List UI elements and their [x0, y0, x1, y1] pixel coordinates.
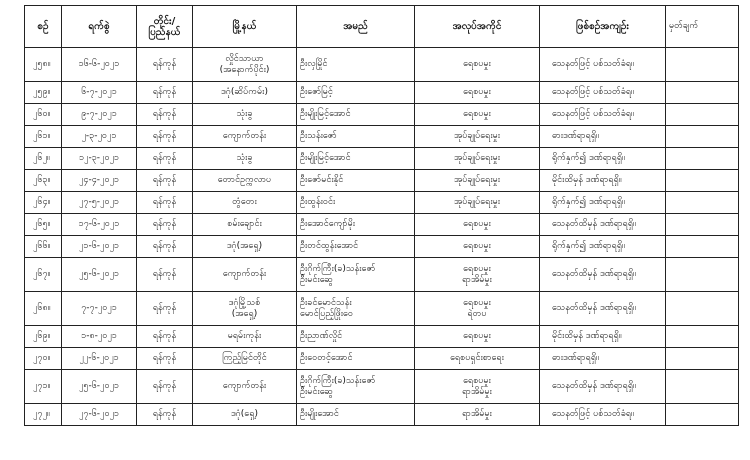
cell-region: ရန်ကုန်: [137, 104, 193, 126]
cell-region: ရန်ကုန်: [137, 292, 193, 326]
cell-name-line: ဦးညာဏ်လှိုင်: [300, 331, 343, 341]
cell-township-line: တွံတေး: [232, 197, 257, 207]
cell-no: ၂၆၃။: [25, 170, 62, 192]
cell-name: [297, 214, 415, 236]
cell-township: [193, 126, 297, 148]
cell-township-line: စမ်းချောင်း: [227, 219, 262, 229]
cell-name-line: ဦးအောင်ကျော်မိုး: [300, 219, 356, 229]
table-row: [25, 170, 739, 192]
cell-date: ၂-၃-၂၀၂၁: [62, 126, 137, 148]
cell-no: ၂၆၇။: [25, 258, 62, 292]
cell-occupation: [415, 214, 540, 236]
table-row: [25, 258, 739, 292]
col-header-no: စဥ်: [25, 6, 62, 48]
cell-cause: သေနတ်ဖြင့် ပစ်သတ်ခံရ။: [540, 404, 666, 426]
incident-table: [24, 5, 739, 426]
table-row: [25, 104, 739, 126]
cell-township: [193, 170, 297, 192]
cell-cause: ဓားဒဏ်ရာရရှိ။: [540, 126, 666, 148]
col-header-occupation: အလုပ်အကိုင်: [415, 6, 540, 48]
cell-occupation-line: ရေစပမှုး: [463, 241, 491, 251]
cell-occupation: [415, 192, 540, 214]
cell-township: [193, 348, 297, 370]
cell-date: ၂၇-၅-၂၀၂၁: [62, 192, 137, 214]
cell-township-line: ဒဂုံ(ရှေ့): [230, 409, 259, 419]
cell-region: ရန်ကုန်: [137, 48, 193, 82]
cell-remark: [666, 170, 739, 192]
cell-name-line: မောင်ပြည့်ဖြိုးဝေ: [300, 308, 353, 319]
table-body: [25, 48, 739, 426]
cell-cause: ဓားဒဏ်ရာရရှိ။: [540, 348, 666, 370]
cell-name: [297, 326, 415, 348]
cell-date: ၂၁-၆-၂၀၂၁: [62, 236, 137, 258]
cell-remark: [666, 404, 739, 426]
col-header-date: ရက်စွဲ: [62, 6, 137, 48]
cell-cause: ရိုက်နှက်၍ ဒဏ်ရာရရှိ။: [540, 236, 666, 258]
cell-township: [193, 82, 297, 104]
cell-remark: [666, 192, 739, 214]
cell-no: ၂၆၆။: [25, 236, 62, 258]
cell-no: ၂၇၂။: [25, 404, 62, 426]
cell-date: ၉-၇-၂၀၂၁: [62, 104, 137, 126]
cell-date: ၁၇-၆-၂၀၂၁: [62, 214, 137, 236]
cell-occupation: [415, 404, 540, 426]
cell-township-line: (အနောက်ပိုင်း): [219, 64, 270, 75]
cell-township: [193, 148, 297, 170]
cell-occupation: [415, 370, 540, 404]
cell-remark: [666, 82, 739, 104]
cell-no: ၂၆၀။: [25, 104, 62, 126]
cell-cause: သေနတ်ဖြင့် ပစ်သတ်ခံရ။: [540, 104, 666, 126]
cell-occupation-line: ရာအိမ်မှုး: [462, 409, 492, 419]
cell-name-line: ဦးထွန်းဝင်း: [300, 197, 336, 207]
cell-occupation-line: အုပ်ချုပ်ရေးမှုး: [453, 175, 501, 185]
cell-region: ရန်ကုန်: [137, 404, 193, 426]
incident-table-page: [24, 5, 738, 426]
table-row: [25, 126, 739, 148]
cell-name: [297, 192, 415, 214]
cell-township-line: လှိုင်သာယာ: [225, 53, 264, 64]
cell-name-line: ဦးလှမြိုင်: [300, 59, 328, 69]
cell-date: ၆-၇-၂၀၂၁: [62, 82, 137, 104]
cell-no: ၂၅၈။: [25, 48, 62, 82]
cell-remark: [666, 370, 739, 404]
table-row: [25, 404, 739, 426]
cell-name: [297, 82, 415, 104]
cell-township: [193, 192, 297, 214]
cell-occupation: [415, 170, 540, 192]
cell-name-line: ဦးဇော်မြင့်: [300, 87, 333, 97]
cell-cause: သေနတ်ဖြင့် ပစ်သတ်ခံရ။: [540, 82, 666, 104]
cell-region: ရန်ကုန်: [137, 326, 193, 348]
cell-township-line: ကြည့်မြင်တိုင်: [222, 353, 267, 363]
cell-township-line: ကျောက်တန်း: [222, 381, 267, 391]
cell-cause: သေနတ်ထိမှန် ဒဏ်ရာရရှိ။: [540, 292, 666, 326]
cell-occupation: [415, 126, 540, 148]
cell-no: ၂၆၂။: [25, 148, 62, 170]
cell-date: ၁-၈-၂၀၂၁: [62, 326, 137, 348]
cell-remark: [666, 258, 739, 292]
cell-township-line: ဒဂုံမြို့သစ်: [228, 297, 261, 308]
cell-occupation-line: အုပ်ချုပ်ရေးမှုး: [453, 197, 501, 207]
cell-name: [297, 104, 415, 126]
cell-cause: သေနတ်ထိမှန် ဒဏ်ရာရရှိ။: [540, 258, 666, 292]
cell-name: [297, 292, 415, 326]
cell-township: [193, 104, 297, 126]
cell-date: ၂၅-၆-၂၀၂၁: [62, 258, 137, 292]
cell-date: ၁၂-၃-၂၀၂၁: [62, 148, 137, 170]
cell-occupation: [415, 82, 540, 104]
cell-township-line: တောင်ဥက္ကလာပ: [217, 175, 272, 185]
cell-occupation-line: ရဲတပ: [467, 308, 487, 319]
cell-township: [193, 292, 297, 326]
cell-remark: [666, 326, 739, 348]
cell-cause: ရိုက်နှက်၍ ဒဏ်ရာရရှိ။: [540, 192, 666, 214]
table-row: [25, 82, 739, 104]
cell-township-line: မရမ်းကုန်း: [227, 331, 262, 341]
cell-region: ရန်ကုန်: [137, 192, 193, 214]
cell-name-line: ဦးမျိုးအောင်: [300, 409, 339, 419]
cell-name-line: ဦးဂိုက်ကြီး(ခ)သန်းဇော်: [300, 375, 376, 386]
cell-name: [297, 170, 415, 192]
cell-township: [193, 48, 297, 82]
cell-cause: မိုင်းထိမှန် ဒဏ်ရာရရှိ။: [540, 326, 666, 348]
cell-region: ရန်ကုန်: [137, 170, 193, 192]
cell-remark: [666, 126, 739, 148]
cell-township: [193, 214, 297, 236]
cell-township: [193, 326, 297, 348]
col-header-cause: ဖြစ်စဉ်အကျဉ်း: [540, 6, 666, 48]
col-header-remark: မှတ်ချက်: [666, 6, 739, 48]
cell-date: ၂၅-၆-၂၀၂၁: [62, 370, 137, 404]
cell-occupation: [415, 348, 540, 370]
cell-date: ၂၂-၆-၂၀၂၁: [62, 348, 137, 370]
cell-name-line: ဦးမျိုးမြင့်အောင်: [300, 153, 351, 163]
header-row: [25, 6, 739, 48]
cell-cause: သေနတ်ထိမှန် ဒဏ်ရာရရှိ။: [540, 370, 666, 404]
table-row: [25, 348, 739, 370]
cell-occupation-line: ရာအိမ်မှုး: [462, 274, 492, 285]
cell-no: ၂၆၁။: [25, 126, 62, 148]
cell-no: ၂၇၀။: [25, 348, 62, 370]
cell-occupation-line: ရေစပမှုး: [463, 109, 491, 119]
cell-occupation-line: အုပ်ချုပ်ရေးမှုး: [453, 131, 501, 141]
cell-name: [297, 126, 415, 148]
cell-name-line: ဦးသန်းဇော်: [300, 131, 337, 141]
cell-name-line: ဦးတင်ထွန်းအောင်: [300, 241, 359, 251]
table-row: [25, 292, 739, 326]
cell-occupation: [415, 148, 540, 170]
cell-name-line: ဦးမင်းဆွေ: [300, 274, 333, 285]
cell-name: [297, 370, 415, 404]
cell-township-line: ဒဂုံ(ဆိပ်ကမ်း): [221, 87, 268, 97]
cell-occupation-line: ရေစပမှုး: [463, 297, 491, 308]
cell-name-line: ဦးဂိုက်ကြီး(ခ)သန်းဇော်: [300, 263, 376, 274]
table-row: [25, 148, 739, 170]
cell-no: ၂၆၈။: [25, 292, 62, 326]
cell-date: ၁၆-၆-၂၀၂၁: [62, 48, 137, 82]
cell-occupation: [415, 258, 540, 292]
cell-township: [193, 370, 297, 404]
cell-township: [193, 258, 297, 292]
cell-township: [193, 236, 297, 258]
cell-cause: သေနတ်ထိမှန် ဒဏ်ရာရရှိ။: [540, 214, 666, 236]
cell-remark: [666, 292, 739, 326]
cell-region: ရန်ကုန်: [137, 348, 193, 370]
cell-cause: မိုင်းထိမှန် ဒဏ်ရာရရှိ။: [540, 170, 666, 192]
table-row: [25, 214, 739, 236]
cell-occupation: [415, 326, 540, 348]
cell-no: ၂၆၄။: [25, 192, 62, 214]
cell-name: [297, 258, 415, 292]
cell-region: ရန်ကုန်: [137, 82, 193, 104]
cell-occupation-line: ရေစပမှုး: [463, 59, 491, 69]
cell-occupation-line: ရေစပမှုး: [463, 87, 491, 97]
cell-occupation: [415, 48, 540, 82]
cell-cause: ရိုက်နှက်၍ ဒဏ်ရာရရှိ။: [540, 148, 666, 170]
cell-date: ၂၇-၆-၂၀၂၁: [62, 404, 137, 426]
cell-region: ရန်ကုန်: [137, 236, 193, 258]
cell-name-line: ဦးမျိုးမြင့်အောင်: [300, 109, 351, 119]
cell-remark: [666, 214, 739, 236]
cell-name: [297, 236, 415, 258]
cell-occupation-line: ရာအိမ်မှုး: [462, 386, 492, 397]
col-header-name: အမည်: [297, 6, 415, 48]
cell-name-line: ဦးဝေတင့်အောင်: [300, 353, 353, 363]
col-header-region: တိုင်း/ ပြည်နယ်: [137, 6, 193, 48]
cell-name: [297, 48, 415, 82]
cell-date: ၂၄-၄-၂၀၂၁: [62, 170, 137, 192]
cell-region: ရန်ကုန်: [137, 370, 193, 404]
cell-township-line: ကျောက်တန်း: [222, 131, 267, 141]
cell-remark: [666, 148, 739, 170]
cell-occupation: [415, 236, 540, 258]
cell-name: [297, 148, 415, 170]
cell-region: ရန်ကုန်: [137, 214, 193, 236]
table-row: [25, 326, 739, 348]
cell-occupation-line: ရေစပမှုး: [463, 375, 491, 386]
cell-remark: [666, 348, 739, 370]
cell-township-line: ဒဂုံ(အရှေ့): [226, 241, 263, 251]
cell-occupation-line: ရေစပမှုး: [463, 331, 491, 341]
cell-remark: [666, 236, 739, 258]
cell-date: ၇-၇-၂၀၂၁: [62, 292, 137, 326]
cell-occupation-line: ရေစပရှင်းစာရေး: [450, 353, 504, 363]
table-row: [25, 192, 739, 214]
col-header-township: မြို့နယ်: [193, 6, 297, 48]
cell-occupation: [415, 104, 540, 126]
table-row: [25, 236, 739, 258]
cell-occupation-line: ရေစပမှုး: [463, 219, 491, 229]
cell-township: [193, 404, 297, 426]
cell-occupation-line: ရေစပမှုး: [463, 263, 491, 274]
cell-no: ၂၆၉။: [25, 326, 62, 348]
cell-region: ရန်ကုန်: [137, 126, 193, 148]
cell-region: ရန်ကုန်: [137, 148, 193, 170]
cell-remark: [666, 104, 739, 126]
cell-occupation-line: အုပ်ချုပ်ရေးမှုး: [453, 153, 501, 163]
cell-occupation: [415, 292, 540, 326]
cell-name: [297, 348, 415, 370]
table-row: [25, 48, 739, 82]
cell-cause: သေနတ်ဖြင့် ပစ်သတ်ခံရ။: [540, 48, 666, 82]
cell-township-line: သုံးခွ: [236, 153, 253, 163]
cell-name-line: ဦးခင်မောင်သန်း: [300, 297, 352, 308]
cell-township-line: (အရှေ့): [231, 308, 258, 319]
cell-township-line: ကျောက်တန်း: [222, 269, 267, 279]
cell-remark: [666, 48, 739, 82]
cell-township-line: သုံးခွ: [236, 109, 253, 119]
table-row: [25, 370, 739, 404]
cell-region: ရန်ကုန်: [137, 258, 193, 292]
cell-no: ၂၅၉။: [25, 82, 62, 104]
cell-name: [297, 404, 415, 426]
cell-name-line: ဦးမင်းဆွေ: [300, 386, 333, 397]
cell-name-line: ဦးဇော်မင်းနိုင်: [300, 175, 344, 185]
cell-no: ၂၇၁။: [25, 370, 62, 404]
cell-no: ၂၆၅။: [25, 214, 62, 236]
